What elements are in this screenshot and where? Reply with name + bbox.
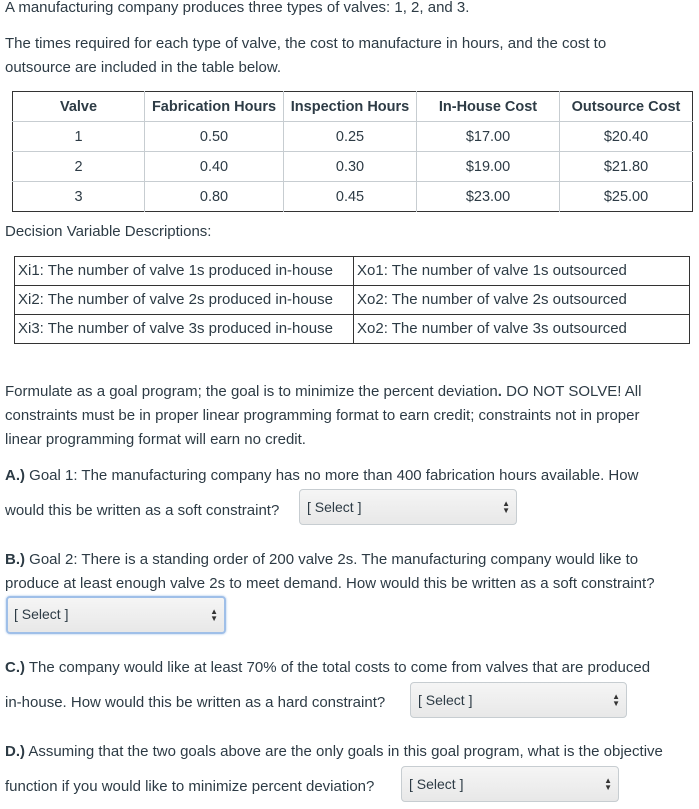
instructions-text-b: DO NOT SOLVE! All (501, 383, 642, 400)
question-d-text-1: Assuming that the two goals above are the only goals in this goal program, what is the objective (25, 743, 663, 760)
question-a-line-1 (5, 464, 638, 488)
select-arrows-icon: ▲ ▼ (502, 499, 510, 515)
instructions-dot: . (497, 383, 502, 400)
intro-line-2b: outsource are included in the table below. (5, 59, 282, 76)
question-a-text-2: would this be written as a soft constraint? (5, 502, 280, 519)
instructions-text-a: Formulate as a goal program; the goal is to minimize the percent deviation (5, 383, 498, 400)
question-d-select[interactable] (401, 766, 619, 802)
select-arrows-icon: ▲ ▼ (210, 607, 218, 623)
question-c-label: C.) (5, 659, 25, 676)
instructions-line-2: constraints must be in proper linear programming format to earn credit; constraints not in proper (5, 407, 640, 424)
var-xi1: Xi1: The number of valve 1s produced in-house (15, 257, 354, 286)
cell-valve: 3 (13, 182, 145, 212)
var-xo1: Xo1: The number of valve 1s outsourced (354, 257, 690, 286)
cell-fabrication: 0.50 (145, 122, 284, 152)
decision-heading: Decision Variable Descriptions: (5, 223, 212, 240)
select-arrows-icon: ▲ ▼ (604, 776, 612, 792)
var-xo2: Xo2: The number of valve 2s outsourced (354, 286, 690, 315)
var-xi3: Xi3: The number of valve 3s produced in-house (15, 315, 354, 344)
header-in-house-cost: In-House Cost (417, 92, 560, 122)
question-a-select-value: [ Select ] (307, 499, 362, 515)
cell-in-house-cost: $19.00 (417, 152, 560, 182)
header-valve: Valve (13, 92, 145, 122)
valve-table (12, 91, 693, 212)
cell-valve: 2 (13, 152, 145, 182)
cell-outsource-cost: $20.40 (560, 122, 693, 152)
table-row (13, 122, 693, 152)
instructions-line-3: linear programming format will earn no credit. (5, 431, 306, 448)
question-c-select-value: [ Select ] (418, 692, 473, 708)
question-d-label: D.) (5, 743, 25, 760)
question-a-text-1: Goal 1: The manufacturing company has no more than 400 fabrication hours available. How (25, 467, 639, 484)
question-c-text-2: in-house. How would this be written as a hard constraint? (5, 694, 386, 711)
cell-valve: 1 (13, 122, 145, 152)
question-a-label: A.) (5, 467, 25, 484)
cell-in-house-cost: $17.00 (417, 122, 560, 152)
question-c-line-1 (5, 656, 650, 680)
cell-inspection: 0.25 (284, 122, 417, 152)
header-inspection-hours: Inspection Hours (284, 92, 417, 122)
decision-variable-table (14, 256, 690, 344)
question-b-line-1 (5, 548, 638, 572)
question-b-select-value: [ Select ] (14, 606, 69, 622)
cell-inspection: 0.30 (284, 152, 417, 182)
valve-table-header (13, 92, 693, 122)
header-outsource-cost: Outsource Cost (560, 92, 693, 122)
header-fabrication-hours: Fabrication Hours (145, 92, 284, 122)
table-row (13, 182, 693, 212)
cell-in-house-cost: $23.00 (417, 182, 560, 212)
cell-fabrication: 0.80 (145, 182, 284, 212)
cell-fabrication: 0.40 (145, 152, 284, 182)
question-d-text-2: function if you would like to minimize percent deviation? (5, 778, 375, 795)
table-row (13, 152, 693, 182)
var-xi2: Xi2: The number of valve 2s produced in-house (15, 286, 354, 315)
cell-outsource-cost: $25.00 (603, 188, 649, 205)
cell-inspection: 0.45 (284, 182, 417, 212)
question-d-select-value: [ Select ] (409, 776, 464, 792)
question-b-text-2: produce at least enough valve 2s to meet demand. How would this be written as a soft constraint? (5, 575, 655, 592)
instructions-line-1 (5, 380, 641, 404)
question-a-select[interactable] (299, 489, 517, 525)
question-d-line-1 (5, 740, 663, 764)
intro-line-1: A manufacturing company produces three types of valves: 1, 2, and 3. (5, 0, 470, 16)
var-xo3: Xo2: The number of valve 3s outsourced (354, 315, 690, 344)
question-b-select[interactable] (6, 596, 226, 634)
question-b-text-1: Goal 2: There is a standing order of 200 valve 2s. The manufacturing company would like to (25, 551, 639, 568)
question-b-label: B.) (5, 551, 25, 568)
table-row (15, 315, 690, 344)
cell-outsource-cost: $21.80 (560, 152, 693, 182)
question-c-select[interactable] (410, 682, 627, 718)
table-row (15, 257, 690, 286)
question-c-text-1: The company would like at least 70% of the total costs to come from valves that are produced (25, 659, 651, 676)
table-row (15, 286, 690, 315)
intro-line-2a: The times required for each type of valve, the cost to manufacture in hours, and the cost to (5, 35, 607, 52)
select-arrows-icon: ▲ ▼ (612, 692, 620, 708)
